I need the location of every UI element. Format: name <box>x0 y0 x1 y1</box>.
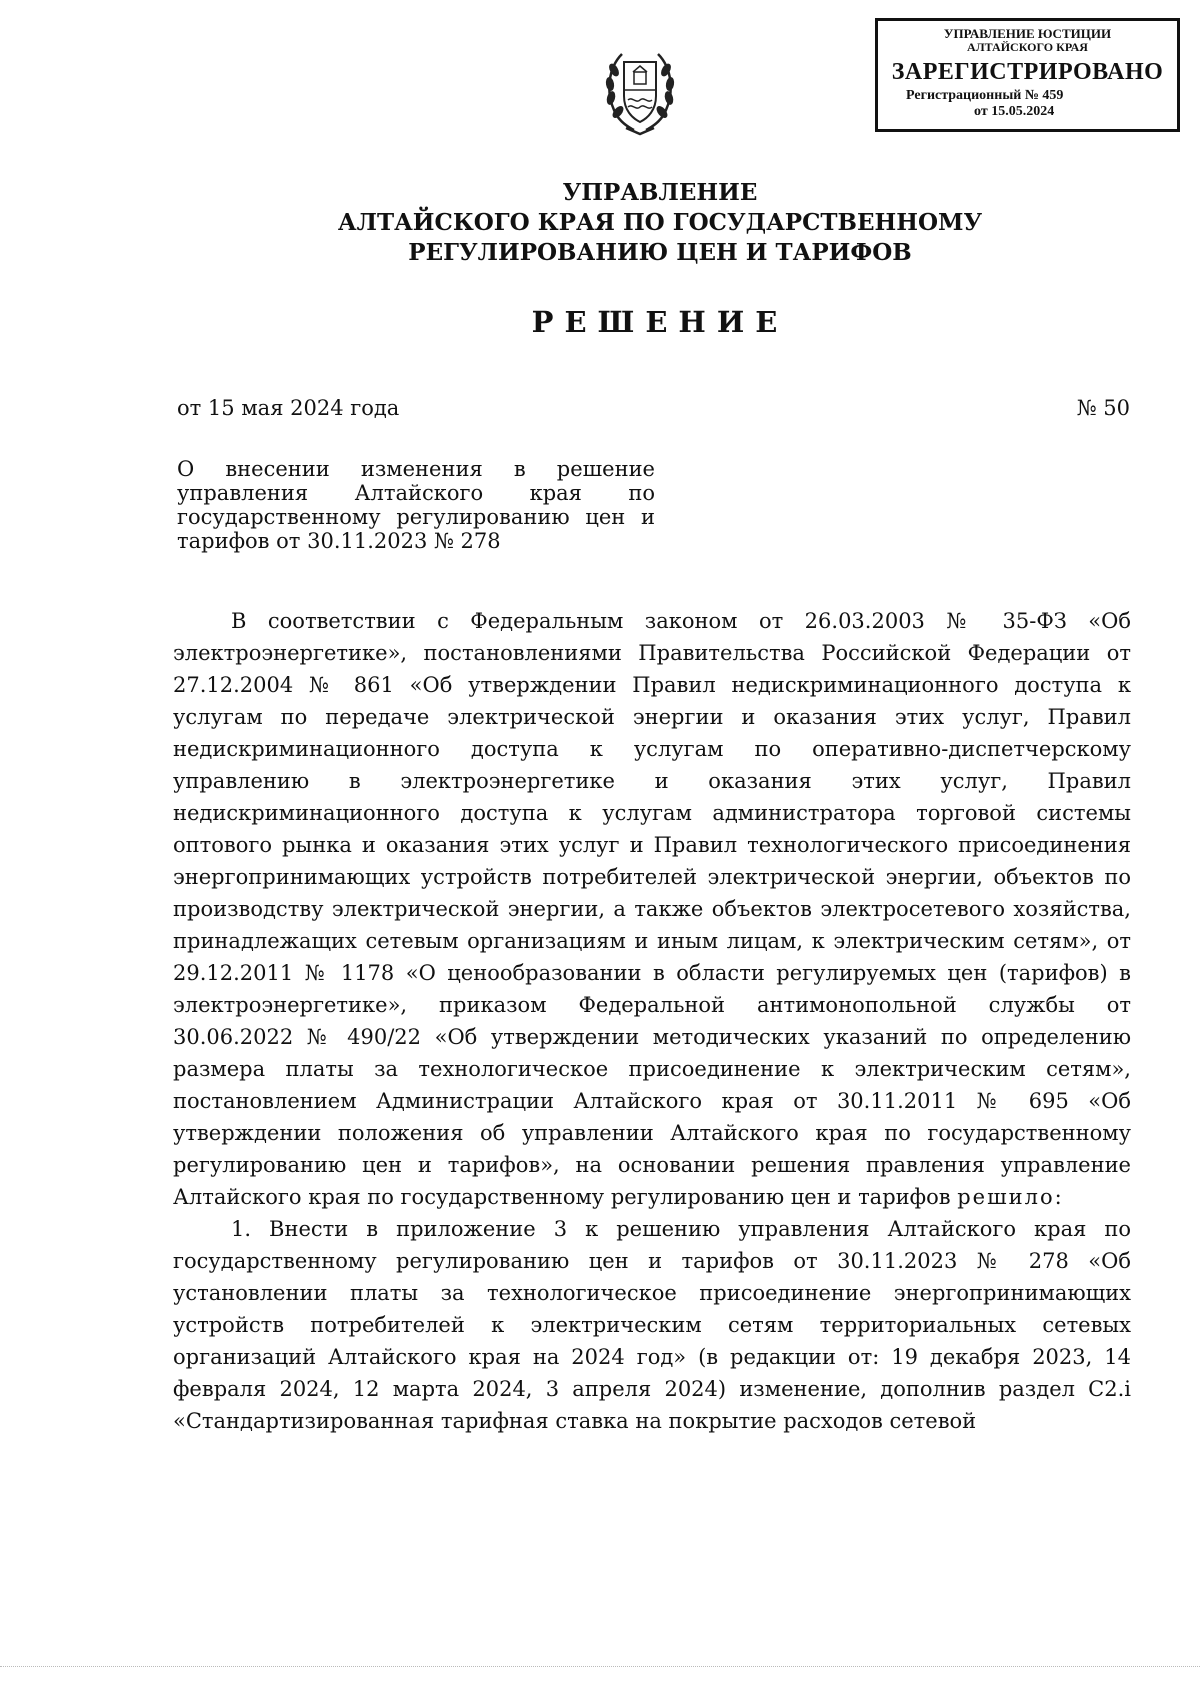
stamp-status: ЗАРЕГИСТРИРОВАНО <box>891 59 1164 85</box>
authority-line3: РЕГУЛИРОВАНИЮ ЦЕН И ТАРИФОВ <box>408 239 912 266</box>
document-number: № 50 <box>1076 396 1130 420</box>
issuing-authority <box>200 178 1120 268</box>
document-body <box>173 605 1131 1437</box>
decided-word: решило: <box>957 1185 1064 1209</box>
body-paragraph-item-1: 1. Внести в приложение 3 к решению управления Алтайского края по государственному регулированию цен и тарифов от 30.11.2023 № 278 «Об установлении платы за технологическое присоединение энергопринимающих устройств потребителей к электрическим сетям территориальных сетевых организаций Алтайского края на 2024 год» (в редакции от: 19 декабря 2023, 14 февраля 2024, 12 марта 2024, 3 апреля 2024) изменение, дополнив раздел С2.i «Стандартизированная тарифная ставка на покрытие расходов сетевой <box>173 1217 1131 1433</box>
page-bottom-divider <box>0 1666 1200 1668</box>
stamp-registration-date: от 15.05.2024 <box>974 104 1055 119</box>
registration-stamp <box>875 18 1180 132</box>
authority-line1: УПРАВЛЕНИЕ <box>562 179 758 206</box>
body-paragraph <box>173 605 1131 1213</box>
coat-of-arms-icon <box>600 40 680 140</box>
stamp-registration-number: Регистрационный № 459 <box>906 88 1064 103</box>
document-date: от 15 мая 2024 года <box>177 396 400 420</box>
stamp-authority-line1: УПРАВЛЕНИЕ ЮСТИЦИИ <box>943 26 1112 41</box>
preamble-text: В соответствии с Федеральным законом от 26.03.2003 № 35-ФЗ «Об электроэнергетике», постановлениями Правительства Российской Федерации от 27.12.2004 № 861 «Об утверждении Правил недискриминационного доступа к услугам по передаче электрической энергии и оказания этих услуг, Правил недискриминационного доступа к услугам по оперативно-диспетчерскому управлению в электроэнергетике и оказания этих услуг, Правил недискриминационного доступа к услугам администратора торговой системы оптового рынка и оказания этих услуг и Правил технологического присоединения энергопринимающих устройств потребителей электрической энергии, объектов по производству электрической энергии, а также объектов электросетевого хозяйства, принадлежащих сетевым организациям и иным лицам, к электрическим сетям», от 29.12.2011 № 1178 «О ценообразовании в области регулируемых цен (тарифов) в электроэнергетике», приказом Федеральной антимонопольной службы от 30.06.2022 № 490/22 «Об утверждении методических указаний по определению размера платы за технологическое присоединение к электрическим сетям», постановлением Администрации Алтайского края от 30.11.2011 № 695 «Об утверждении положения об управлении Алтайского края по государственному регулированию цен и тарифов», на основании решения правления управление Алтайского края по государственному регулированию цен и тарифов <box>173 609 1131 1209</box>
authority-line2: АЛТАЙСКОГО КРАЯ ПО ГОСУДАРСТВЕННОМУ <box>337 209 983 236</box>
document-type-title: РЕШЕНИЕ <box>531 305 789 339</box>
document-subject: О внесении изменения в решение управления Алтайского края по государственному регулированию цен и тарифов от 30.11.2023 № 278 <box>177 457 655 553</box>
stamp-authority-line2: АЛТАЙСКОГО КРАЯ <box>967 40 1088 54</box>
